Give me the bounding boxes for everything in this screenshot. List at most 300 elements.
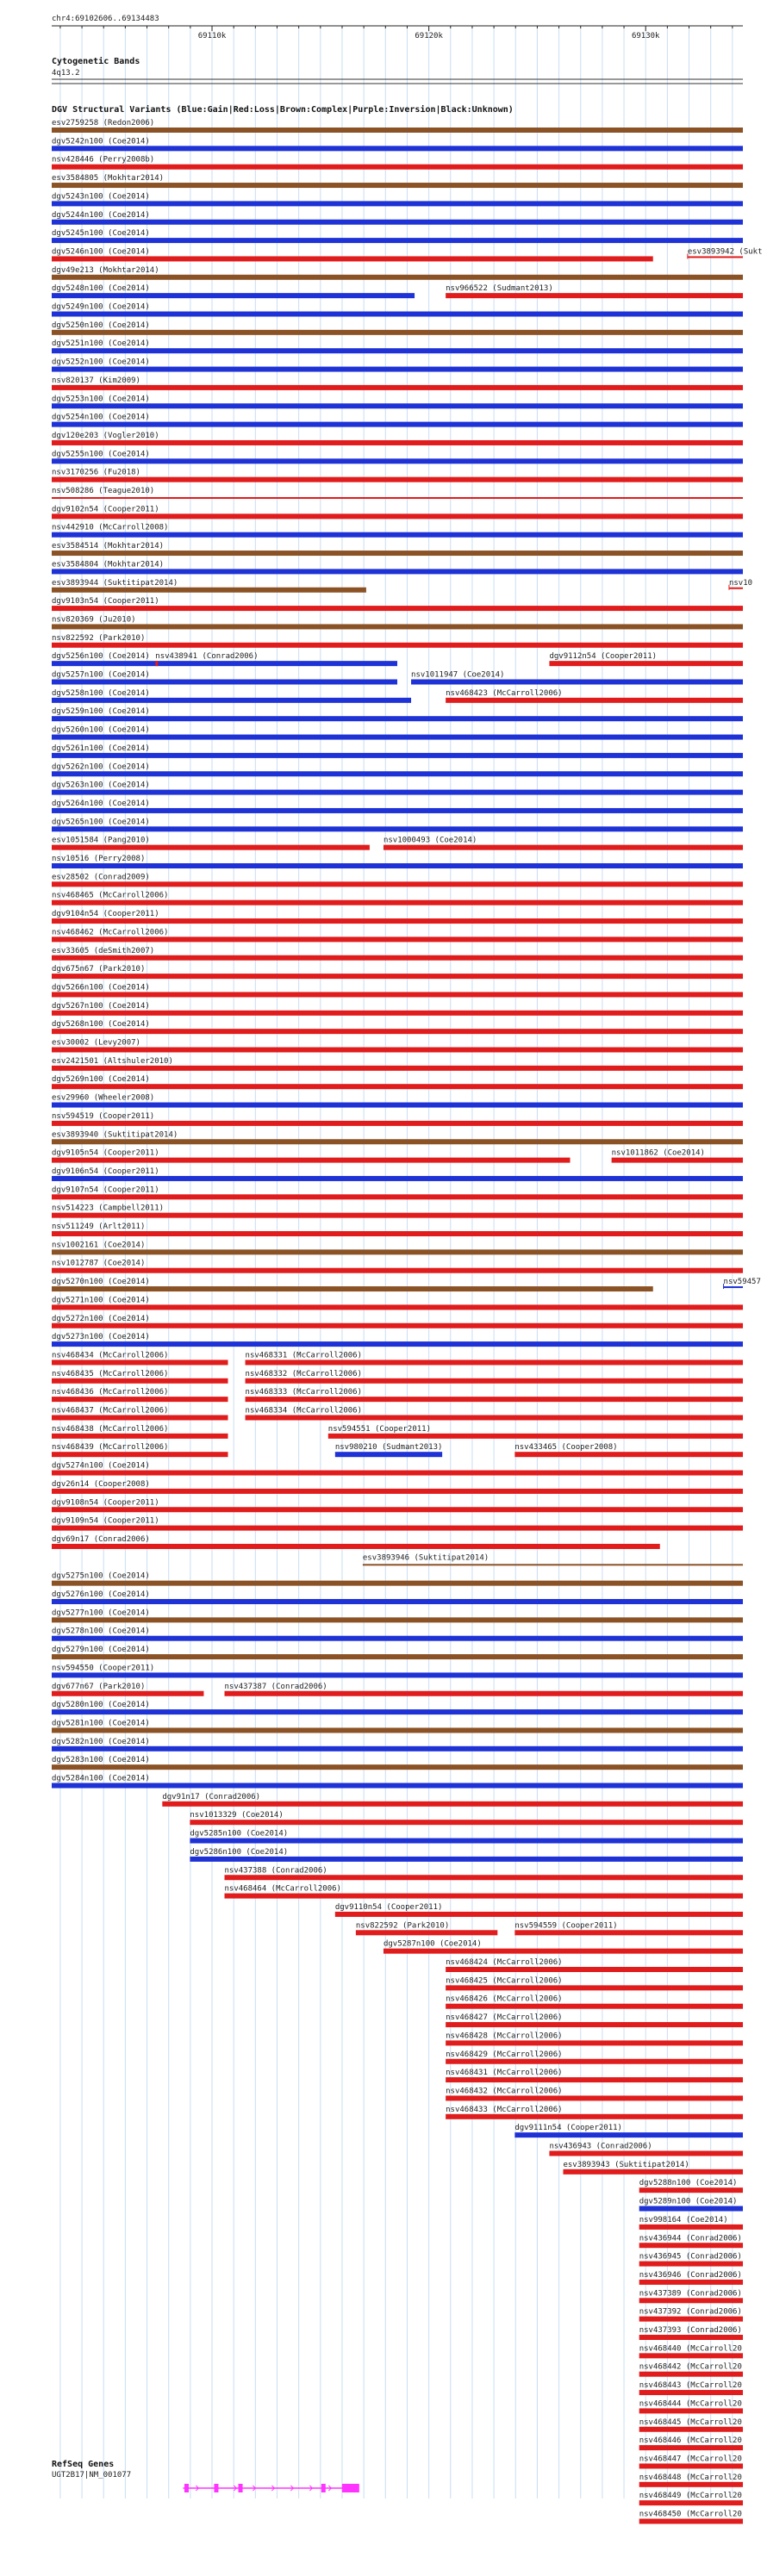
gene-exon [184, 2484, 189, 2492]
variant-bar [384, 845, 743, 850]
variant-bar [549, 661, 743, 666]
variant-bar [446, 1967, 743, 1972]
variant-label: esv2421501 (Altshuler2010) [52, 1056, 173, 1066]
variant-label: nsv594519 (Cooper2011) [52, 1111, 155, 1121]
variant-label: esv3584804 (Mokhtar2014) [52, 560, 165, 569]
variant-bar [52, 1341, 743, 1347]
variant-bar [52, 1103, 743, 1108]
variant-bar [52, 918, 743, 924]
variant-bar [52, 165, 743, 170]
variant-label: dgv9105n54 (Cooper2011) [52, 1148, 159, 1158]
variant-bar [52, 256, 653, 261]
variant-bar [639, 2390, 743, 2395]
gene-exon [342, 2484, 359, 2492]
variant-bar [52, 1416, 228, 1421]
variant-label: nsv468431 (McCarroll2006) [446, 2069, 563, 2078]
variant-label: dgv5259n100 (Coe2014) [52, 707, 150, 717]
variant-label: nsv428446 (Perry2008b) [52, 155, 155, 165]
variant-bar [52, 403, 743, 408]
variant-label: nsv468423 (McCarroll2006) [446, 688, 563, 698]
variant-label: nsv438941 (Conrad2006) [155, 652, 259, 662]
variant-label: nsv468464 (McCarroll2006) [224, 1884, 341, 1894]
dgv-track-title: DGV Structural Variants (Blue:Gain|Red:Loss|Brown:Complex|Purple:Inversion|Black:Unknown) [52, 105, 514, 115]
variant-label: nsv468427 (McCarroll2006) [446, 2013, 563, 2023]
variant-bar [52, 643, 743, 648]
variant-label: esv1051584 (Pang2010) [52, 836, 150, 845]
variant-bar [52, 293, 415, 298]
ruler-tick-label: 69130k [631, 32, 660, 40]
variant-feature[interactable] [639, 2326, 743, 2340]
variant-bar [639, 2463, 743, 2468]
variant-feature[interactable] [639, 2308, 743, 2322]
variant-label: nsv966522 (Sudmant2013) [446, 284, 553, 294]
variant-label: nsv468439 (McCarroll2006) [52, 1443, 169, 1453]
variant-label: dgv5266n100 (Coe2014) [52, 983, 150, 992]
variant-bar [384, 1949, 743, 1954]
variant-label: esv33605 (deSmith2007) [52, 946, 155, 955]
variant-label: nsv822592 (Park2010) [52, 633, 146, 643]
variant-bar [52, 1636, 743, 1641]
variant-label: dgv9108n54 (Cooper2011) [52, 1498, 159, 1508]
variant-label: dgv5277n100 (Coe2014) [52, 1608, 150, 1618]
variant-label: dgv5258n100 (Coe2014) [52, 688, 150, 698]
variant-label: dgv5281n100 (Coe2014) [52, 1719, 150, 1728]
ruler-tick-label: 69120k [415, 32, 443, 40]
variant-label: nsv468428 (McCarroll2006) [446, 2032, 563, 2041]
variant-bar [52, 1654, 743, 1659]
variant-label: nsv468448 (McCarroll20 [639, 2473, 742, 2482]
refseq-gene-label: UGT2B17|NM_001077 [52, 2471, 132, 2480]
variant-label: nsv1011862 (Coe2014) [611, 1148, 705, 1158]
variant-bar [52, 790, 743, 795]
variant-bar [411, 680, 743, 685]
variant-label: dgv5262n100 (Coe2014) [52, 762, 150, 772]
variant-bar [246, 1378, 743, 1384]
variant-label: dgv5264n100 (Coe2014) [52, 799, 150, 808]
variant-bar [52, 881, 743, 887]
variant-bar [356, 1930, 497, 1935]
variant-feature[interactable] [639, 2253, 743, 2267]
variant-label: esv30002 (Levy2007) [52, 1038, 140, 1048]
variant-label: nsv468447 (McCarroll20 [639, 2455, 742, 2464]
variant-bar [52, 330, 743, 335]
variant-bar [639, 2353, 743, 2358]
variant-label: esv3893943 (Suktitipat2014) [563, 2160, 689, 2169]
variant-label: nsv820137 (Kim2009) [52, 376, 140, 385]
variant-label: nsv437388 (Conrad2006) [224, 1866, 327, 1876]
variant-label: dgv5287n100 (Coe2014) [383, 1939, 482, 1949]
variant-bar [52, 1360, 228, 1365]
variant-feature[interactable] [639, 2511, 743, 2524]
variant-bar [52, 771, 743, 776]
variant-bar [162, 1801, 743, 1807]
variant-bar [52, 974, 743, 979]
variant-bar [446, 293, 743, 298]
variant-bar [52, 1268, 743, 1273]
variant-bar [52, 238, 743, 243]
variant-bar [52, 422, 743, 427]
variant-bar [549, 2151, 743, 2156]
variant-bar [52, 1213, 743, 1218]
variant-bar [52, 220, 743, 225]
variant-bar [52, 1709, 743, 1714]
variant-label: dgv5285n100 (Coe2014) [190, 1829, 289, 1839]
locus-label: chr4:69102606..69134483 [52, 15, 159, 23]
variant-label: nsv468333 (McCarroll2006) [245, 1388, 363, 1397]
variant-bar [52, 1323, 743, 1328]
variant-bar [514, 2132, 743, 2137]
variant-label: dgv5254n100 (Coe2014) [52, 413, 150, 422]
variant-bar [52, 128, 743, 133]
ruler-tick-label: 69110k [197, 32, 227, 40]
variant-bar [639, 2519, 743, 2524]
variant-label: dgv5265n100 (Coe2014) [52, 818, 150, 827]
variant-label: nsv1012787 (Coe2014) [52, 1259, 146, 1268]
variant-bar [52, 661, 397, 666]
variant-label: dgv5288n100 (Coe2014) [639, 2179, 738, 2188]
variant-label: dgv5255n100 (Coe2014) [52, 450, 150, 459]
variant-bar [446, 2040, 743, 2045]
gene-exon [214, 2484, 218, 2492]
variant-bar [446, 698, 743, 703]
variant-label: nsv468435 (McCarroll2006) [52, 1369, 169, 1378]
variant-bar [612, 1158, 743, 1163]
variant-bar [52, 1011, 743, 1016]
variant-label: dgv9102n54 (Cooper2011) [52, 505, 159, 514]
variant-label: dgv9112n54 (Cooper2011) [549, 652, 658, 662]
variant-feature[interactable] [639, 2198, 743, 2212]
variant-label: dgv5278n100 (Coe2014) [52, 1627, 150, 1636]
variant-bar [52, 1139, 743, 1144]
variant-bar [639, 2427, 743, 2432]
variant-bar [52, 1121, 743, 1126]
variant-feature[interactable] [335, 1443, 443, 1457]
gene-exon [239, 2484, 243, 2492]
variant-label: nsv433465 (Cooper2008) [514, 1443, 618, 1453]
variant-label: dgv5273n100 (Coe2014) [52, 1333, 150, 1342]
variant-bar [155, 661, 158, 666]
variant-bar [52, 1691, 203, 1696]
variant-label: dgv5261n100 (Coe2014) [52, 744, 150, 753]
variant-label: dgv5246n100 (Coe2014) [52, 247, 150, 257]
variant-label: esv28502 (Conrad2009) [52, 873, 150, 882]
variant-bar [639, 2243, 743, 2248]
variant-bar [52, 348, 743, 353]
variant-bar [52, 1672, 743, 1677]
variant-bar [225, 1691, 744, 1696]
variant-bar [724, 1286, 743, 1288]
variant-bar [52, 1489, 743, 1494]
variant-bar [190, 1857, 743, 1862]
variant-label: esv3584514 (Mokhtar2014) [52, 542, 165, 551]
variant-label: nsv468438 (McCarroll2006) [52, 1424, 169, 1434]
variant-bar [225, 1875, 744, 1880]
variant-bar [639, 2262, 743, 2267]
variant-bar [52, 183, 743, 188]
variant-label: nsv468432 (McCarroll2006) [446, 2087, 563, 2096]
variant-label: dgv5253n100 (Coe2014) [52, 395, 150, 404]
variant-label: nsv508286 (Teague2010) [52, 487, 155, 495]
variant-label: nsv468334 (McCarroll2006) [245, 1406, 363, 1416]
variant-feature[interactable] [639, 2216, 743, 2230]
variant-label: nsv468450 (McCarroll20 [639, 2510, 742, 2519]
variant-bar [335, 1452, 442, 1457]
variant-bar [52, 680, 397, 685]
variant-label: nsv437393 (Conrad2006) [639, 2326, 742, 2335]
variant-feature[interactable] [639, 2271, 743, 2285]
variant-label: dgv5274n100 (Coe2014) [52, 1461, 150, 1471]
variant-bar [446, 2022, 743, 2027]
variant-feature[interactable] [639, 2234, 743, 2248]
variant-bar [52, 275, 743, 280]
variant-bar [52, 955, 743, 961]
variant-bar [52, 1048, 743, 1053]
variant-bar [52, 1507, 743, 1512]
variant-bar [52, 1176, 743, 1181]
variant-label: nsv468465 (McCarroll2006) [52, 891, 169, 900]
variant-bar [190, 1820, 743, 1825]
variant-label: nsv1013329 (Coe2014) [190, 1811, 284, 1820]
variant-bar [639, 2280, 743, 2285]
variant-feature[interactable] [639, 2344, 743, 2358]
variant-label: nsv514223 (Campbell2011) [52, 1204, 165, 1213]
variant-label: dgv677n67 (Park2010) [52, 1682, 146, 1691]
variant-feature[interactable] [639, 2179, 743, 2193]
variant-feature[interactable] [639, 2381, 743, 2395]
variant-label: nsv436946 (Conrad2006) [639, 2270, 742, 2280]
variant-label: dgv9109n54 (Cooper2011) [52, 1516, 159, 1526]
variant-bar [52, 826, 743, 831]
variant-label: dgv26n14 (Cooper2008) [52, 1479, 150, 1489]
variant-label: nsv442910 (McCarroll2008) [52, 523, 169, 532]
variant-label: nsv822592 (Park2010) [355, 1921, 450, 1931]
variant-bar [639, 2298, 743, 2303]
variant-bar [52, 1194, 743, 1199]
variant-bar [52, 367, 743, 372]
variant-feature[interactable] [639, 2492, 743, 2505]
variant-bar [52, 900, 743, 905]
variant-label: dgv120e203 (Vogler2010) [52, 431, 159, 440]
variant-label: dgv5283n100 (Coe2014) [52, 1756, 150, 1765]
variant-label: nsv468426 (McCarroll2006) [446, 1994, 563, 2004]
variant-label: nsv468445 (McCarroll20 [639, 2417, 742, 2427]
variant-label: dgv5282n100 (Coe2014) [52, 1737, 150, 1746]
variant-label: nsv468434 (McCarroll2006) [52, 1351, 169, 1360]
variant-bar [335, 1912, 743, 1917]
variant-bar [52, 1599, 743, 1604]
variant-bar [52, 1249, 743, 1254]
cytoband-band-label: 4q13.2 [52, 69, 80, 78]
variant-bar [639, 2224, 743, 2230]
variant-label: dgv49e213 (Mokhtar2014) [52, 265, 159, 275]
variant-bar [52, 201, 743, 206]
variant-bar [52, 1231, 743, 1236]
variant-label: nsv436943 (Conrad2006) [549, 2142, 652, 2151]
variant-label: dgv5276n100 (Coe2014) [52, 1590, 150, 1599]
variant-label: nsv436944 (Conrad2006) [639, 2234, 742, 2243]
variant-label: dgv5256n100 (Coe2014) [52, 652, 150, 662]
variant-label: dgv675n67 (Park2010) [52, 965, 146, 974]
variant-label: nsv468332 (McCarroll2006) [245, 1369, 363, 1378]
variant-bar [639, 2187, 743, 2193]
variant-bar [446, 1985, 743, 1990]
variant-bar [52, 1029, 743, 1034]
variant-feature[interactable] [639, 2473, 743, 2487]
variant-bar [52, 458, 743, 464]
variant-bar [52, 1764, 743, 1770]
variant-bar [52, 146, 743, 151]
variant-label: nsv468437 (McCarroll2006) [52, 1406, 169, 1416]
variant-label: dgv69n17 (Conrad2006) [52, 1534, 150, 1544]
variant-label: dgv5260n100 (Coe2014) [52, 725, 150, 735]
variant-label: nsv59457 [723, 1278, 761, 1287]
variant-label: nsv10516 (Perry2008) [52, 855, 146, 863]
variant-bar [52, 936, 743, 942]
variant-label: nsv437389 (Conrad2006) [639, 2289, 742, 2299]
variant-label: dgv9103n54 (Cooper2011) [52, 597, 159, 607]
variant-label: nsv980210 (Sudmant2013) [334, 1443, 443, 1453]
variant-bar [52, 863, 743, 868]
variant-bar [52, 569, 743, 574]
variant-bar [225, 1894, 744, 1899]
variant-label: esv3584805 (Mokhtar2014) [52, 174, 165, 184]
variant-label: dgv5267n100 (Coe2014) [52, 1001, 150, 1011]
variant-label: esv3893942 (Sukt [687, 247, 763, 257]
variant-bar [639, 2445, 743, 2450]
variant-bar [52, 1378, 228, 1384]
variant-label: nsv468462 (McCarroll2006) [52, 928, 169, 937]
variant-label: nsv468442 (McCarroll20 [639, 2362, 742, 2372]
variant-label: dgv5249n100 (Coe2014) [52, 302, 150, 312]
variant-bar [639, 2500, 743, 2505]
variant-bar [639, 2482, 743, 2487]
variant-bar [52, 606, 743, 611]
variant-bar [639, 2335, 743, 2340]
variant-bar [52, 513, 743, 519]
variant-label: nsv594550 (Cooper2011) [52, 1664, 155, 1673]
variant-label: dgv5275n100 (Coe2014) [52, 1571, 150, 1581]
variant-bar [52, 753, 743, 758]
variant-bar [52, 1452, 228, 1457]
variant-label: nsv468446 (McCarroll20 [639, 2436, 742, 2446]
variant-bar [563, 2169, 743, 2175]
variant-label: dgv5272n100 (Coe2014) [52, 1314, 150, 1323]
variant-bar [52, 1526, 743, 1531]
variant-bar [52, 1397, 228, 1402]
variant-feature[interactable] [639, 2363, 743, 2377]
variant-bar [52, 716, 743, 721]
variant-label: nsv1002161 (Coe2014) [52, 1241, 146, 1250]
variant-bar [52, 845, 370, 850]
variant-label: dgv5268n100 (Coe2014) [52, 1020, 150, 1030]
variant-label: dgv5279n100 (Coe2014) [52, 1646, 150, 1655]
variant-feature[interactable] [639, 2399, 743, 2413]
variant-bar [446, 2095, 743, 2100]
variant-bar [328, 1434, 743, 1439]
variant-bar [246, 1360, 743, 1365]
variant-label: nsv468444 (McCarroll20 [639, 2399, 742, 2409]
variant-bar [52, 1581, 743, 1586]
variant-label: dgv5284n100 (Coe2014) [52, 1774, 150, 1783]
variant-bar [688, 256, 743, 258]
variant-bar [446, 2059, 743, 2064]
variant-bar [446, 2004, 743, 2009]
variant-bar [514, 1930, 743, 1935]
variant-bar [52, 1617, 743, 1622]
variant-bar [52, 1783, 743, 1789]
variant-bar [52, 1544, 660, 1549]
variant-feature[interactable] [639, 2455, 743, 2468]
cytoband-title: Cytogenetic Bands [52, 57, 140, 66]
variant-label: dgv5286n100 (Coe2014) [190, 1847, 289, 1857]
variant-bar [639, 2317, 743, 2322]
gene-exon [321, 2484, 326, 2492]
variant-label: dgv9104n54 (Cooper2011) [52, 910, 159, 919]
variant-bar [52, 1746, 743, 1752]
variant-label: nsv468424 (McCarroll2006) [446, 1958, 563, 1967]
variant-label: dgv9106n54 (Cooper2011) [52, 1167, 159, 1176]
variant-bar [514, 1452, 743, 1457]
variant-label: dgv91n17 (Conrad2006) [162, 1792, 261, 1801]
variant-label: nsv468425 (McCarroll2006) [446, 1976, 563, 1986]
variant-label: dgv5242n100 (Coe2014) [52, 137, 150, 146]
variant-label: nsv436945 (Conrad2006) [639, 2252, 742, 2262]
variant-label: nsv468443 (McCarroll20 [639, 2381, 742, 2391]
variant-label: nsv998164 (Coe2014) [639, 2215, 728, 2224]
variant-label: dgv9111n54 (Cooper2011) [514, 2124, 622, 2133]
variant-bar [446, 2077, 743, 2082]
variant-bar [52, 497, 743, 499]
variant-label: esv3893940 (Suktitipat2014) [52, 1130, 178, 1140]
variant-label: nsv511249 (Arlt2011) [52, 1223, 146, 1231]
variant-bar [52, 588, 366, 593]
variant-label: nsv594551 (Cooper2011) [327, 1424, 432, 1434]
variant-bar [52, 1286, 653, 1291]
variant-bar [52, 1066, 743, 1071]
variant-label: nsv10 [728, 578, 753, 588]
variant-label: nsv468433 (McCarroll2006) [446, 2105, 563, 2114]
variant-bar [446, 2114, 743, 2119]
variant-bar [363, 1564, 743, 1565]
variant-bar [52, 532, 743, 538]
variant-bar [52, 1158, 571, 1163]
variant-label: dgv5280n100 (Coe2014) [52, 1701, 150, 1710]
variant-label: nsv820369 (Ju2010) [52, 615, 136, 625]
variant-label: dgv9110n54 (Cooper2011) [334, 1902, 443, 1912]
variant-label: nsv468449 (McCarroll20 [639, 2492, 742, 2501]
variant-feature[interactable] [639, 2418, 743, 2432]
variant-label: esv29960 (Wheeler2008) [52, 1093, 155, 1103]
variant-label: dgv5270n100 (Coe2014) [52, 1278, 150, 1287]
variant-label: dgv5252n100 (Coe2014) [52, 358, 150, 367]
variant-bar [52, 992, 743, 997]
variant-label: dgv5269n100 (Coe2014) [52, 1075, 150, 1085]
variant-label: nsv468429 (McCarroll2006) [446, 2050, 563, 2059]
variant-bar [729, 588, 743, 589]
variant-label: dgv5251n100 (Coe2014) [52, 339, 150, 349]
variant-label: dgv5257n100 (Coe2014) [52, 670, 150, 680]
variant-label: nsv594559 (Cooper2011) [514, 1921, 618, 1931]
variant-feature[interactable] [639, 2289, 743, 2303]
variant-bar [246, 1416, 743, 1421]
variant-bar [52, 1304, 743, 1310]
variant-label: dgv5271n100 (Coe2014) [52, 1296, 150, 1305]
variant-bar [52, 735, 743, 740]
variant-label: dgv5245n100 (Coe2014) [52, 229, 150, 239]
variant-label: esv3893944 (Suktitipat2014) [52, 578, 178, 588]
variant-bar [190, 1839, 743, 1844]
variant-feature[interactable] [639, 2436, 743, 2450]
